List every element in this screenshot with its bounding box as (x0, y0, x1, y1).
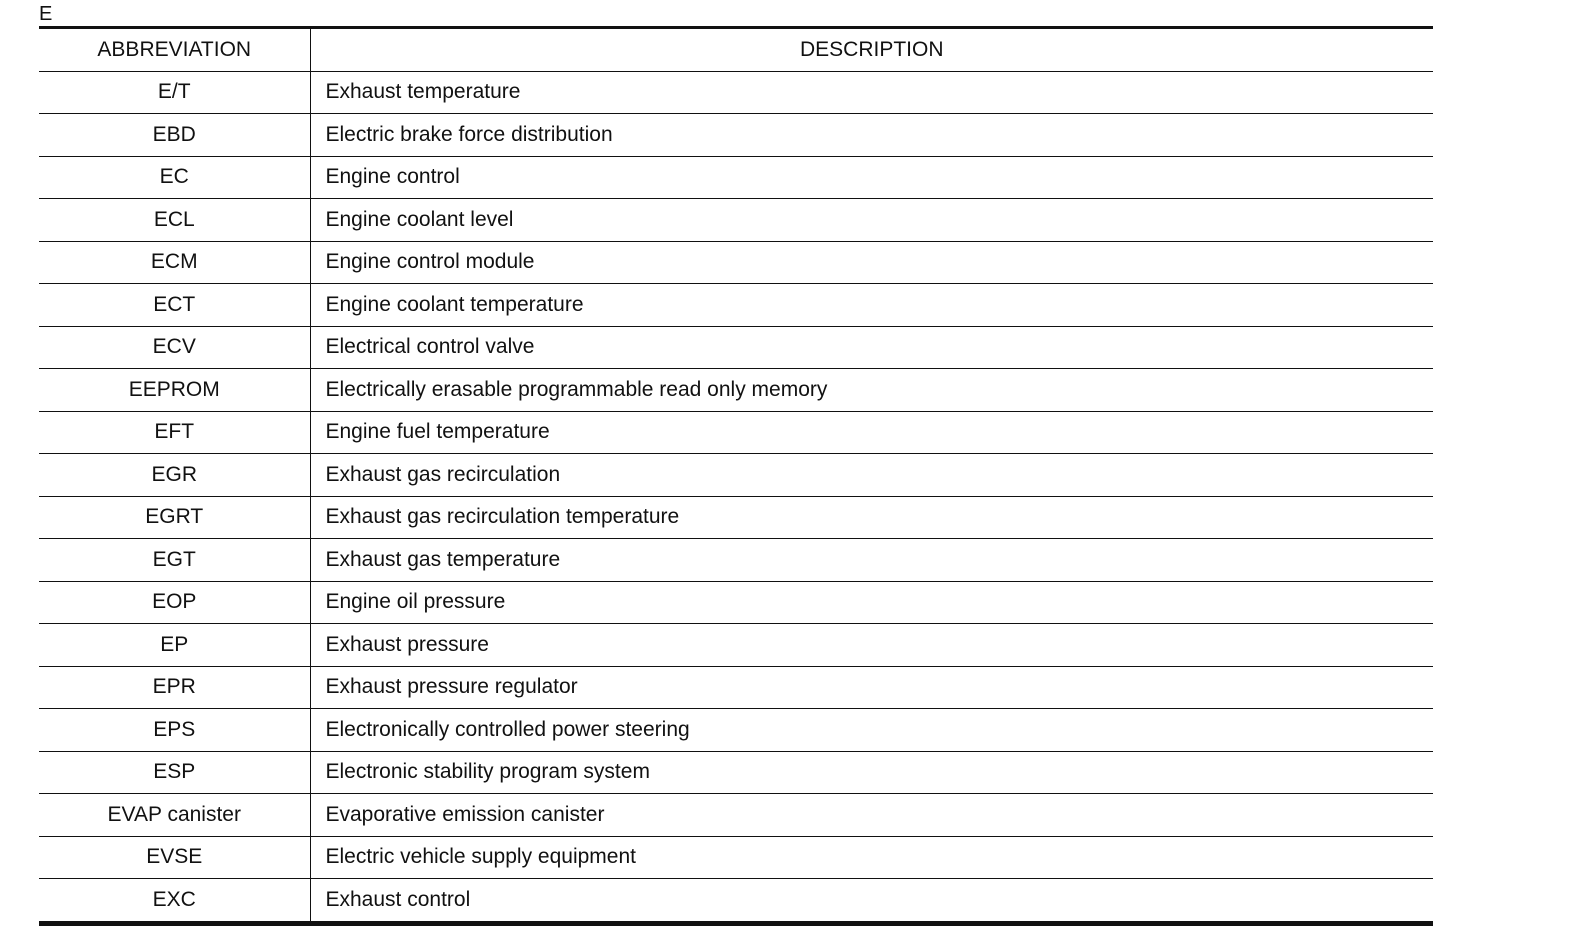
description-cell: Electric vehicle supply equipment (310, 836, 1433, 879)
table-row (39, 751, 1433, 794)
description-cell: Electronic stability program system (310, 751, 1433, 794)
abbreviation-cell: EVAP canister (39, 794, 310, 837)
abbreviation-cell: EGRT (39, 496, 310, 539)
description-cell: Evaporative emission canister (310, 794, 1433, 837)
description-cell: Engine fuel temperature (310, 411, 1433, 454)
abbreviation-cell: ECT (39, 284, 310, 327)
table-row (39, 666, 1433, 709)
description-cell: Electrically erasable programmable read only memory (310, 369, 1433, 412)
description-cell: Exhaust pressure (310, 624, 1433, 667)
abbreviation-cell: ECV (39, 326, 310, 369)
abbreviation-cell: EBD (39, 114, 310, 157)
description-cell: Exhaust control (325, 887, 471, 911)
table-row (39, 241, 1433, 284)
abbreviation-cell: ESP (39, 751, 310, 794)
description-cell: Engine control (310, 156, 1433, 199)
header-row (39, 28, 1433, 72)
description-cell: Engine oil pressure (310, 581, 1433, 624)
table-row (39, 794, 1433, 837)
table-row (39, 284, 1433, 327)
table-row (39, 454, 1433, 497)
abbreviation-cell: EC (39, 156, 310, 199)
description-cell: Engine coolant temperature (310, 284, 1433, 327)
table-row (39, 624, 1433, 667)
table-row (39, 369, 1433, 412)
table-row (39, 879, 1433, 924)
abbreviation-cell: ECL (39, 199, 310, 242)
description-cell: Electric brake force distribution (310, 114, 1433, 157)
table-row (39, 836, 1433, 879)
abbreviation-cell: EGT (39, 539, 310, 582)
description-cell: Exhaust gas temperature (310, 539, 1433, 582)
abbreviation-table (39, 26, 1433, 926)
table-row (39, 114, 1433, 157)
description-cell: Exhaust gas recirculation temperature (310, 496, 1433, 539)
table-row (39, 539, 1433, 582)
table-row (39, 709, 1433, 752)
description-cell: Engine coolant level (310, 199, 1433, 242)
abbreviation-column-header: ABBREVIATION (39, 28, 310, 72)
abbreviation-cell: EPS (39, 709, 310, 752)
abbreviation-cell: EVSE (39, 836, 310, 879)
abbreviation-cell: EFT (39, 411, 310, 454)
table-row (39, 496, 1433, 539)
description-cell: Engine control module (310, 241, 1433, 284)
abbreviation-cell: ECM (39, 241, 310, 284)
table-row (39, 199, 1433, 242)
abbreviation-cell: EXC (39, 879, 310, 924)
description-column-header: DESCRIPTION (310, 28, 1433, 72)
abbreviation-cell: EOP (39, 581, 310, 624)
table-header (39, 28, 1433, 72)
table-row (39, 411, 1433, 454)
table-body (39, 71, 1433, 923)
table-row (39, 156, 1433, 199)
table-row (39, 71, 1433, 114)
description-cell: Electronically controlled power steering (310, 709, 1433, 752)
description-cell: Exhaust temperature (310, 71, 1433, 114)
table-row (39, 581, 1433, 624)
abbreviation-cell: EPR (39, 666, 310, 709)
abbreviation-cell: EGR (39, 454, 310, 497)
description-cell: Exhaust pressure regulator (310, 666, 1433, 709)
description-cell: Exhaust gas recirculation (310, 454, 1433, 497)
section-letter: E (39, 3, 53, 25)
abbreviation-cell: EEPROM (39, 369, 310, 412)
table-row (39, 326, 1433, 369)
abbreviation-cell: EP (39, 624, 310, 667)
abbreviation-cell: E/T (39, 71, 310, 114)
description-cell: Electrical control valve (310, 326, 1433, 369)
